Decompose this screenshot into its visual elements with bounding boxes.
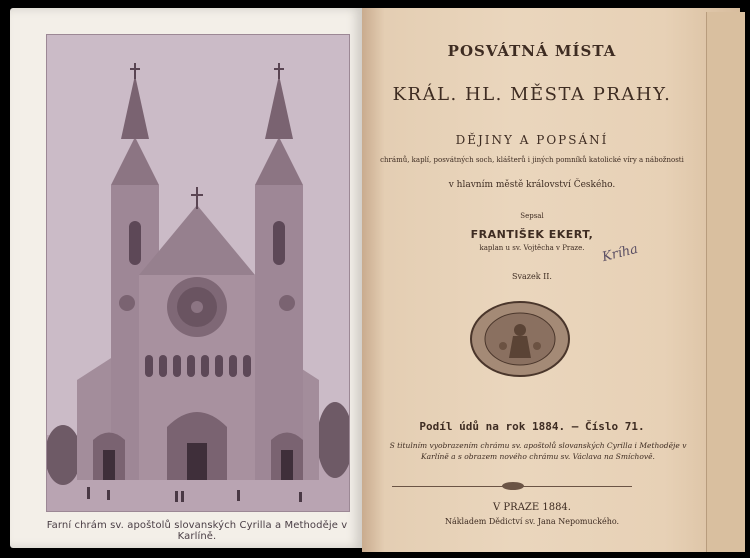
church-engraving xyxy=(47,35,349,511)
author-name: FRANTIŠEK EKERT, xyxy=(470,228,594,241)
description-line-1: chrámů, kaplí, posvátných soch, klášterů i jiných pomníků katolické víry a nábožnosti xyxy=(380,156,684,164)
volume-label: Svazek II. xyxy=(512,272,552,281)
illustration-note: S titulním vyobrazením chrámu sv. apoštolů slovanských Cyrilla i Methoděje v Karlíně a s obrazem nového chrámu sv. Václava na Smíchově. xyxy=(389,441,687,461)
society-seal xyxy=(469,300,571,378)
author-role: kaplan u sv. Vojtěcha v Praze. xyxy=(479,244,585,252)
church-illustration xyxy=(46,34,350,512)
divider-ornament xyxy=(502,482,524,490)
title-line-1: POSVÁTNÁ MÍSTA xyxy=(447,42,617,60)
city-year: V PRAZE 1884. xyxy=(493,502,571,513)
subtitle: DĚJINY A POPSÁNÍ xyxy=(455,133,609,147)
sepsal-label: Sepsal xyxy=(520,212,544,220)
issue-line: Podíl údů na rok 1884. – Číslo 71. xyxy=(419,420,645,433)
description-line-2: v hlavním městě království Českého. xyxy=(448,180,616,190)
right-page xyxy=(362,8,740,552)
handwritten-note: Kríha xyxy=(600,241,640,266)
left-page xyxy=(10,8,362,548)
book-spread xyxy=(6,4,744,554)
page-edge xyxy=(706,12,745,552)
illustration-caption: Farní chrám sv. apoštolů slovanských Cyrilla a Methoděje v Karlíně. xyxy=(46,520,348,542)
title-line-2: KRÁL. HL. MĚSTA PRAHY. xyxy=(392,84,672,105)
publisher-line: Nákladem Dědictví sv. Jana Nepomuckého. xyxy=(444,517,620,526)
